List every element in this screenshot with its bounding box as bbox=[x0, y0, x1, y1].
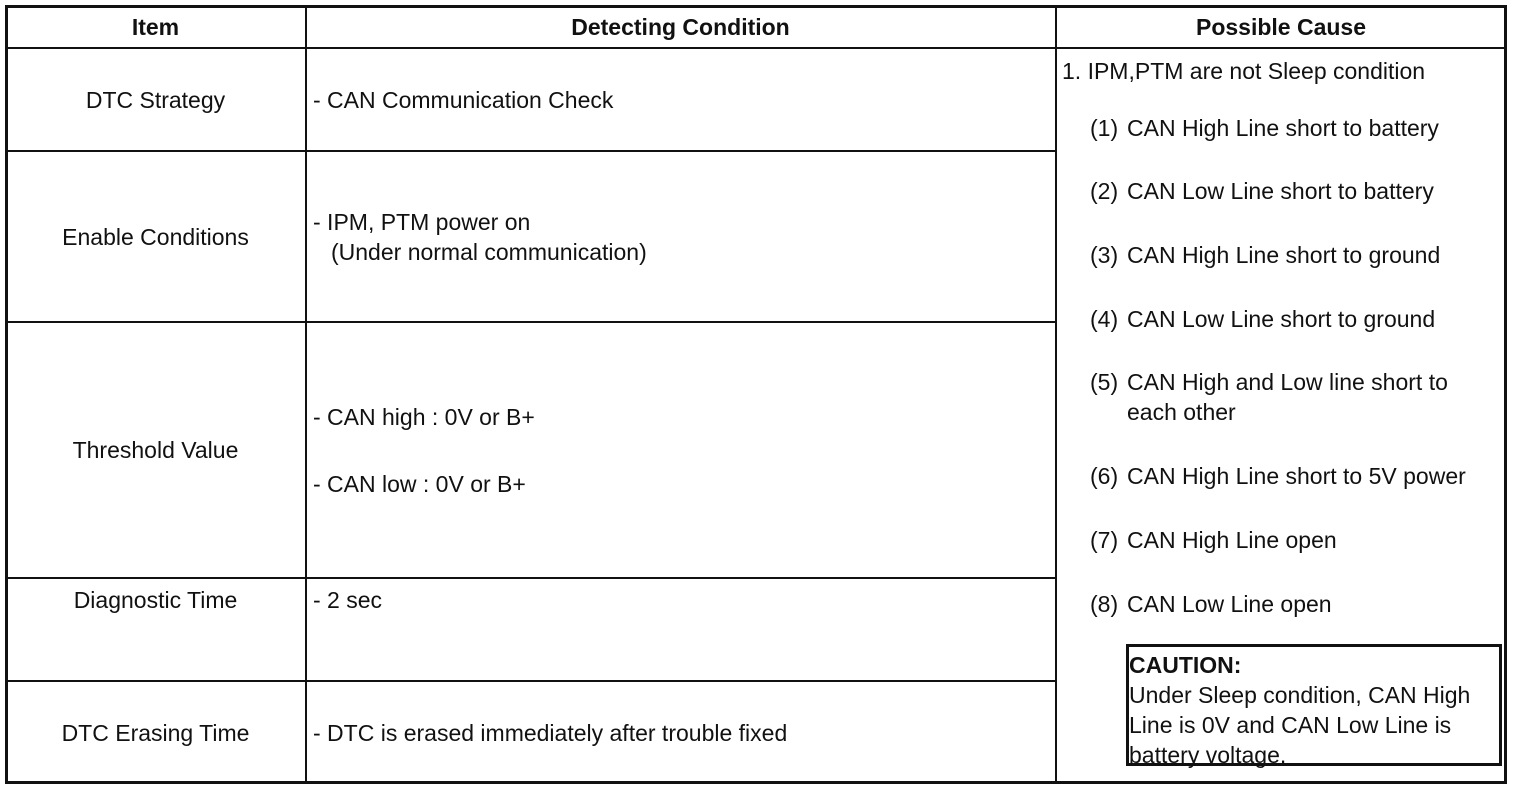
cause-item-8 bbox=[1090, 589, 1332, 619]
cause-text: CAN High Line open bbox=[1127, 527, 1337, 553]
cause-number: (8) bbox=[1090, 591, 1119, 617]
condition-diagnostic-time: - 2 sec bbox=[313, 587, 383, 613]
cause-number: (6) bbox=[1090, 463, 1119, 489]
cause-text: CAN Low Line short to ground bbox=[1127, 306, 1436, 332]
condition-threshold-can-low: - CAN low : 0V or B+ bbox=[313, 471, 526, 497]
condition-enable-line-2: (Under normal communication) bbox=[331, 239, 647, 265]
header-detecting-condition: Detecting Condition bbox=[571, 14, 790, 40]
caution-title: CAUTION: bbox=[1129, 652, 1242, 678]
row-divider bbox=[6, 680, 1056, 682]
cause-item-4 bbox=[1090, 304, 1435, 334]
cause-number: (7) bbox=[1090, 527, 1119, 553]
item-threshold-value: Threshold Value bbox=[72, 437, 239, 463]
row-divider bbox=[6, 150, 1056, 152]
item-enable-conditions: Enable Conditions bbox=[62, 224, 249, 250]
cause-item-7 bbox=[1090, 525, 1337, 555]
condition-enable-line-1: - IPM, PTM power on bbox=[313, 209, 531, 235]
cause-text: CAN High Line short to 5V power bbox=[1127, 463, 1466, 489]
caution-line: battery voltage. bbox=[1129, 742, 1287, 768]
row-divider bbox=[6, 321, 1056, 323]
cause-text: CAN High Line short to ground bbox=[1127, 242, 1441, 268]
item-diagnostic-time: Diagnostic Time bbox=[73, 587, 238, 613]
column-divider bbox=[305, 6, 307, 783]
condition-threshold-can-high: - CAN high : 0V or B+ bbox=[313, 404, 535, 430]
caution-line: Under Sleep condition, CAN High bbox=[1129, 682, 1471, 708]
item-dtc-erasing-time: DTC Erasing Time bbox=[61, 720, 250, 746]
item-dtc-strategy: DTC Strategy bbox=[85, 87, 226, 113]
cause-number: (4) bbox=[1090, 306, 1119, 332]
cause-number: (5) bbox=[1090, 369, 1119, 395]
cause-item-5 bbox=[1090, 367, 1448, 427]
caution-line: Line is 0V and CAN Low Line is bbox=[1129, 712, 1452, 738]
cause-text-continuation: each other bbox=[1127, 399, 1236, 425]
column-divider bbox=[1055, 6, 1057, 783]
header-item: Item bbox=[131, 14, 180, 40]
cause-number: (2) bbox=[1090, 178, 1119, 204]
cause-number: (1) bbox=[1090, 115, 1119, 141]
cause-text: CAN Low Line short to battery bbox=[1127, 178, 1434, 204]
header-divider bbox=[6, 47, 1506, 49]
cause-item-3 bbox=[1090, 240, 1440, 270]
condition-dtc-strategy: - CAN Communication Check bbox=[313, 87, 614, 113]
cause-item-1 bbox=[1090, 113, 1439, 143]
possible-cause-title: 1. IPM,PTM are not Sleep condition bbox=[1062, 58, 1426, 84]
cause-number: (3) bbox=[1090, 242, 1119, 268]
cause-item-6 bbox=[1090, 461, 1466, 491]
cause-text: CAN Low Line open bbox=[1127, 591, 1332, 617]
row-divider bbox=[6, 577, 1056, 579]
cause-item-2 bbox=[1090, 176, 1434, 206]
header-possible-cause: Possible Cause bbox=[1195, 14, 1367, 40]
condition-dtc-erasing-time: - DTC is erased immediately after trouble fixed bbox=[313, 720, 788, 746]
caution-box bbox=[1126, 644, 1502, 766]
cause-text: CAN High Line short to battery bbox=[1127, 115, 1439, 141]
cause-text: CAN High and Low line short to bbox=[1127, 369, 1448, 395]
